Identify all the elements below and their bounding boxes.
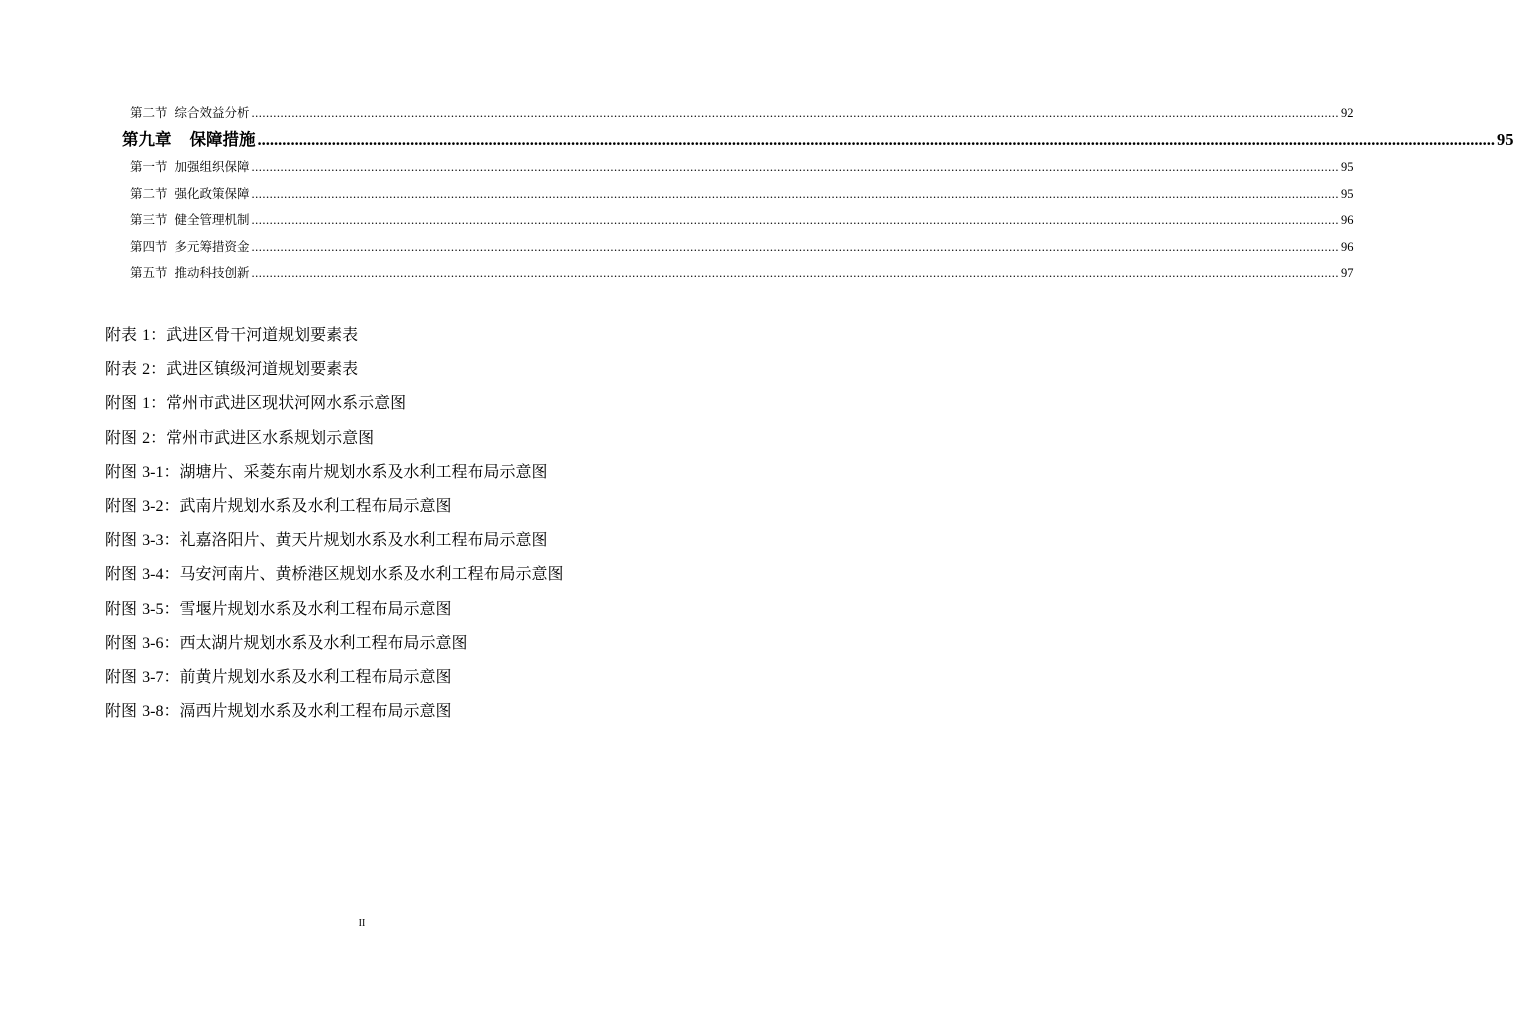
appendix-item[interactable]: 附图 2：常州市武进区水系规划示意图	[105, 427, 375, 447]
appendix-number: 2	[142, 361, 151, 379]
toc-entry[interactable]	[122, 181, 1354, 207]
appendix-prefix: 附图	[105, 666, 138, 686]
toc-entry-page: 96	[1341, 213, 1354, 228]
appendix-title: 常州市武进区水系规划示意图	[166, 427, 375, 447]
appendix-prefix: 附图	[105, 564, 138, 584]
appendix-number: 3-3	[142, 532, 164, 550]
toc-leader-dots: ............................................................................................................................................................................................................................................................................................................	[251, 239, 1340, 254]
toc-entry[interactable]	[122, 234, 1354, 260]
toc-entry-label: 第九章	[122, 130, 172, 150]
appendix-item[interactable]: 附图 3-4：马安河南片、黄桥港区规划水系及水利工程布局示意图	[105, 564, 564, 584]
appendix-number: 3-2	[142, 497, 164, 515]
toc-entry-label: 第四节	[130, 238, 168, 254]
toc-entry-label: 第二节	[130, 185, 168, 201]
toc-leader-dots: ............................................................................................................................................................................................................................................................................................................	[251, 186, 1340, 201]
appendix-title: 滆西片规划水系及水利工程布局示意图	[179, 701, 452, 721]
appendix-item[interactable]: 附表 1：武进区骨干河道规划要素表	[105, 325, 359, 344]
appendix-number: 1	[142, 327, 151, 344]
appendix-prefix: 附图	[105, 393, 138, 413]
toc-entry-page: 92	[1341, 106, 1354, 120]
toc-entry[interactable]	[122, 260, 1354, 286]
appendix-prefix: 附图	[105, 461, 138, 481]
appendix-prefix: 附图	[105, 632, 138, 652]
appendix-number: 1	[142, 395, 151, 413]
appendix-title: 马安河南片、黄桥港区规划水系及水利工程布局示意图	[179, 564, 564, 584]
toc-chapter-entry[interactable]	[122, 126, 1514, 154]
appendix-item[interactable]: 附图 3-2：武南片规划水系及水利工程布局示意图	[105, 495, 452, 515]
appendix-number: 3-7	[142, 668, 164, 686]
appendix-title: 礼嘉洛阳片、黄天片规划水系及水利工程布局示意图	[179, 530, 548, 550]
appendix-item[interactable]: 附图 1：常州市武进区现状河网水系示意图	[105, 393, 407, 413]
appendix-prefix: 附表	[105, 359, 138, 379]
appendix-title: 雪堰片规划水系及水利工程布局示意图	[179, 598, 452, 618]
toc-entry-title: 强化政策保障	[174, 185, 250, 201]
toc-entry-label: 第二节	[130, 105, 168, 120]
toc-entry-label: 第五节	[130, 264, 168, 280]
appendix-item[interactable]: 附图 3-7：前黄片规划水系及水利工程布局示意图	[105, 666, 452, 686]
appendix-number: 2	[142, 429, 151, 447]
appendix-item[interactable]: 附图 3-6：西太湖片规划水系及水利工程布局示意图	[105, 632, 468, 652]
appendix-title: 西太湖片规划水系及水利工程布局示意图	[179, 632, 468, 652]
table-of-contents	[122, 100, 1514, 286]
appendix-title: 湖塘片、采菱东南片规划水系及水利工程布局示意图	[179, 461, 548, 481]
appendix-number: 3-8	[142, 703, 164, 721]
appendix-prefix: 附图	[105, 701, 138, 721]
appendix-title: 武南片规划水系及水利工程布局示意图	[179, 495, 452, 515]
toc-leader-dots: ............................................................................................................................................................................................................................................................................................................	[251, 160, 1340, 175]
toc-leader-dots: ............................................................................................................................................................................................................................................................................................................	[251, 213, 1340, 228]
toc-leader-dots: ............................................................................................................................................................................................................................................................................................................	[257, 130, 1495, 150]
toc-entry[interactable]	[122, 100, 1354, 126]
toc-entry-title: 推动科技创新	[174, 264, 250, 280]
toc-leader-dots: ............................................................................................................................................................................................................................................................................................................	[251, 106, 1340, 120]
toc-entry-title: 综合效益分析	[174, 105, 250, 120]
toc-entry-title: 健全管理机制	[174, 212, 250, 228]
appendix-item[interactable]: 附图 3-8：滆西片规划水系及水利工程布局示意图	[105, 701, 452, 721]
appendix-number: 3-4	[142, 566, 164, 584]
toc-entry-page: 95	[1341, 160, 1354, 175]
appendix-number: 3-1	[142, 463, 164, 481]
appendix-item[interactable]: 附图 3-3：礼嘉洛阳片、黄天片规划水系及水利工程布局示意图	[105, 530, 548, 550]
toc-entry-title: 多元筹措资金	[174, 238, 250, 254]
appendix-list	[105, 318, 665, 728]
appendix-number: 3-6	[142, 634, 164, 652]
toc-entry-page: 96	[1341, 239, 1354, 254]
appendix-prefix: 附图	[105, 530, 138, 550]
toc-entry-label: 第三节	[130, 212, 168, 228]
appendix-prefix: 附图	[105, 598, 138, 618]
toc-entry-title: 加强组织保障	[174, 159, 250, 175]
page-number: II	[358, 918, 366, 929]
appendix-item[interactable]: 附图 3-5：雪堰片规划水系及水利工程布局示意图	[105, 598, 452, 618]
toc-entry[interactable]	[122, 207, 1354, 233]
appendix-prefix: 附表	[105, 325, 138, 344]
appendix-title: 武进区骨干河道规划要素表	[166, 325, 359, 344]
toc-entry-page: 95	[1497, 130, 1514, 150]
appendix-item[interactable]: 附表 2：武进区镇级河道规划要素表	[105, 359, 359, 379]
appendix-title: 武进区镇级河道规划要素表	[166, 359, 359, 379]
appendix-item[interactable]: 附图 3-1：湖塘片、采菱东南片规划水系及水利工程布局示意图	[105, 461, 548, 481]
toc-entry-page: 97	[1341, 265, 1354, 280]
toc-entry-label: 第一节	[130, 159, 168, 175]
appendix-title: 前黄片规划水系及水利工程布局示意图	[179, 666, 452, 686]
appendix-title: 常州市武进区现状河网水系示意图	[166, 393, 407, 413]
toc-entry-page: 95	[1341, 186, 1354, 201]
appendix-prefix: 附图	[105, 495, 138, 515]
appendix-number: 3-5	[142, 600, 164, 618]
toc-entry[interactable]	[122, 154, 1354, 180]
appendix-prefix: 附图	[105, 427, 138, 447]
toc-entry-title: 保障措施	[189, 130, 256, 150]
toc-leader-dots: ............................................................................................................................................................................................................................................................................................................	[251, 265, 1340, 280]
